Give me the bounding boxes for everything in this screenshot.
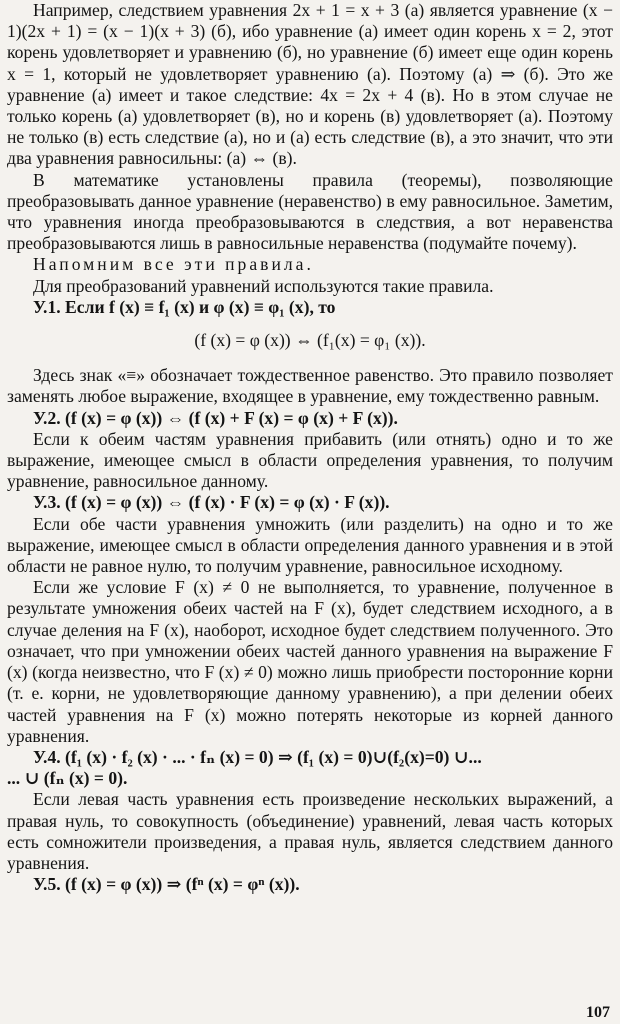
paragraph-identity-sign: Здесь знак «≡» обозначает тождественное равенство. Это правило позволяет заменять любое выражение, входящее в уравнение, ему тождественно равным. bbox=[7, 365, 613, 407]
paragraph-recall: Напомним все эти правила. bbox=[33, 254, 314, 275]
rule-2: У.2. (f (x) = φ (x)) ⇔ (f (x) + F (x) = φ (x) + F (x)). bbox=[33, 407, 398, 428]
page-body bbox=[7, 0, 613, 895]
rule-1: У.1. Если f (x) ≡ f₁ (x) и φ (x) ≡ φ₁ (x), то bbox=[33, 296, 336, 317]
paragraph-rule-3-explanation: Если обе части уравнения умножить (или разделить) на одно и то же выражение, имеющее смысл в области определения данного уравнения и в этой области не равное нулю, то получим уравнение, равносильное исходному. bbox=[7, 513, 613, 577]
rule-3: У.3. (f (x) = φ (x)) ⇔ (f (x) · F (x) = φ (x) · F (x)). bbox=[33, 492, 390, 513]
paragraph-rule-4-explanation: Если левая часть уравнения есть произведение нескольких выражений, а правая нуль, то совокупность (объединение) уравнений, левая часть которых есть сомножители произведения, а правая нуль, является следствием данного уравнения. bbox=[7, 789, 613, 873]
paragraph-rules-intro: В математике установлены правила (теоремы), позволяющие преобразовывать данное уравнение (неравенство) в ему равносильное. Заметим, что уравнения иногда преобразовываются в следствия, а вот неравенства преобразовываются лишь в равносильные неравенства (подумайте почему). bbox=[7, 169, 613, 254]
paragraph-example: Например, следствием уравнения 2x + 1 = x + 3 (а) является уравнение (x − 1)(2x + 1) = (x − 1)(x + 3) (б), ибо уравнение (а) имеет один корень x = 2, этот корень удовлетворяет и уравнению (б), но уравнение (б) имеет еще один корень x = 1, который не удовлетворяет уравнению (а). Поэтому (а) ⇒ (б). Это же уравнение (а) имеет и такое следствие: 4x = 2x + 4 (в). Но в этом случае не только корень (а) удовлетворяет (в), но и корень (в) удовлетворяет (а). Поэтому не только (в) есть следствие (а), но и (а) есть следствие (в), а это значит, что эти два уравнения равносильны: (а) ⇔ (в). bbox=[7, 0, 613, 169]
rule-5: У.5. (f (x) = φ (x)) ⇒ (fⁿ (x) = φⁿ (x)). bbox=[33, 874, 300, 895]
paragraph-rules-used: Для преобразований уравнений используются такие правила. bbox=[33, 275, 494, 296]
paragraph-rule-2-explanation: Если к обеим частям уравнения прибавить (или отнять) одно и то же выражение, имеющее смысл в области определения уравнения, то получим уравнение, равносильное данному. bbox=[7, 428, 613, 492]
rule-4-line-1: У.4. (f₁ (x) · f₂ (x) · ... · fₙ (x) = 0) ⇒ (f₁ (x) = 0)∪(f₂(x)=0) ∪... bbox=[33, 746, 482, 767]
paragraph-condition: Если же условие F (x) ≠ 0 не выполняется, то уравнение, полученное в результате умножения обеих частей на F (x), будет следствием исходного, а в случае деления на F (x), наоборот, исходное будет следствием полученного. Это означает, что при умножении обеих частей данного уравнения на выражение F (x) (когда неизвестно, что F (x) ≠ 0) можно лишь приобрести посторонние корни (т. е. корни, не удовлетворяющие данному уравнению), а при делении обеих частей уравнения на F (x) можно потерять некоторые из корней данного уравнения. bbox=[7, 577, 613, 746]
page-number: 107 bbox=[586, 1004, 610, 1021]
rule-4-line-2: ... ∪ (fₙ (x) = 0). bbox=[7, 768, 128, 789]
formula-1: (f (x) = φ (x)) ⇔ (f₁(x) = φ₁ (x)). bbox=[194, 330, 426, 351]
